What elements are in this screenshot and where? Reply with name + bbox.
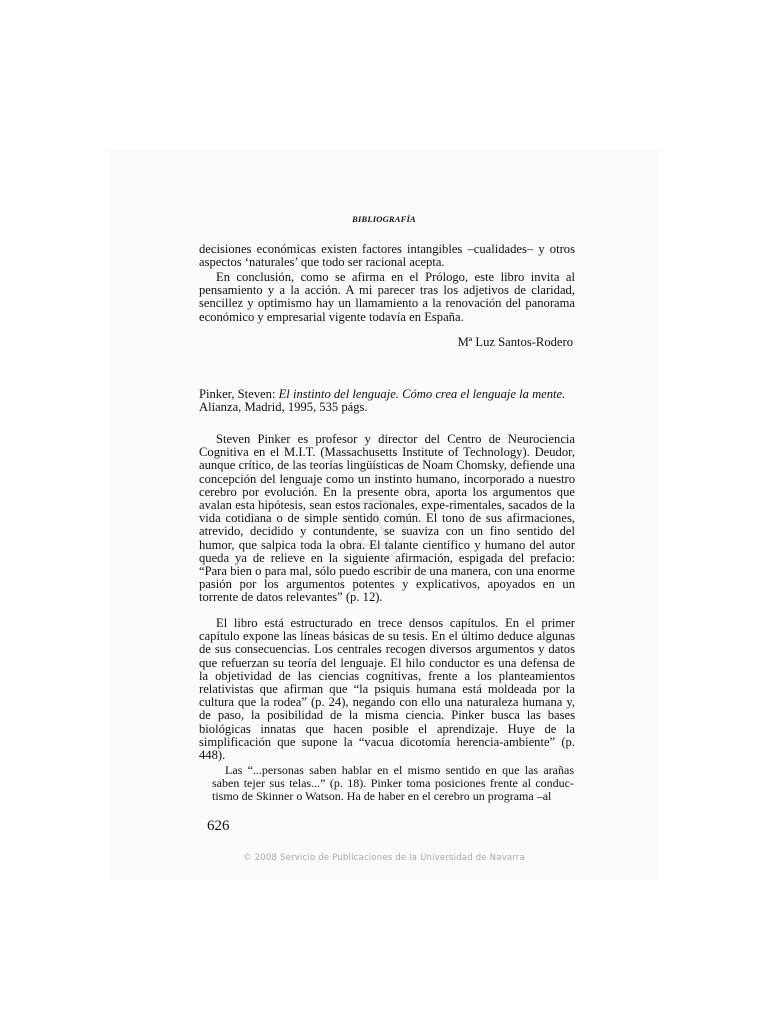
review-paragraph-1-text: Steven Pinker es profesor y director del Centro de Neurociencia Cognitiva en el M.I.T. (Massachusetts Institute of Technology). Deudor, aunque crítico, de las teorías lingüísticas de Noam Chomsky, defiende una concepción del lenguaje como un instinto humano, incorporado a nuestro cerebro por evolución. En la presente obra, aporta los argumentos que avalan esta hipótesis, sean estos racionales, expe-rimentales, sacados de la vida cotidiana o de simple sentido común. El tono de sus afirmaciones, atrevido, decidido y contundente, se suaviza con un fino sentido del humor, que salpica toda la obra. El talante científico y humano del autor queda ya de relieve en la siguiente afirmación, espigada del prefacio: “Para bien o para mal, sólo puedo escribir de una manera, con una enorme pasión por los argumentos potentes y explicativos, apoyados en un torrente de datos relevantes” (p. 12).: [199, 432, 575, 605]
review-paragraph-2-text: El libro está estructurado en trece densos capítulos. En el primer capítulo expone las líneas básicas de su tesis. En el último deduce algunas de sus consecuencias. Los centrales recogen diversos argumentos y datos que refuerzan su teoría del lenguaje. El hilo conductor es una defensa de la objetividad de las ciencias cognitivas, frente a los planteamientos relativistas que afirman que “la psiquis humana está moldeada por la cultura que la rodea” (p. 24), negando con ello una naturaleza humana y, de paso, la posibilidad de la misma ciencia. Pinker busca las bases biológicas innatas que hacen posible el aprendizaje. Huye de la simplificación que supone la “vacua dicotomía herencia-ambiente” (p. 448).: [199, 616, 575, 763]
university-seal-watermark-icon: [330, 495, 420, 565]
conclusion-paragraph-text: En conclusión, como se afirma en el Prólogo, este libro invita al pensamiento y a la acción. A mi parecer tras los adjetivos de claridad, sencillez y optimismo hay un llamamiento a la renovación del panorama económico y empresarial vigente todavía en España.: [199, 270, 575, 324]
review-paragraph-3-text: Las “...personas saben hablar en el mismo sentido en que las arañas saben tejer sus telas...” (p. 18). Pinker toma posiciones frente al conduc-tismo de Skinner o Watson. Ha de haber en el cerebro un programa –al: [212, 763, 574, 804]
review-paragraph-3: [212, 764, 574, 804]
page-number: 626: [207, 818, 230, 834]
book-citation: [199, 388, 579, 414]
continued-paragraph-text: decisiones económicas existen factores intangibles –cualidades– y otros aspectos ‘naturales’ que todo ser racional acepta.: [199, 242, 575, 270]
citation-author: Pinker, Steven:: [199, 387, 279, 401]
review-paragraph-2: [199, 617, 575, 762]
citation-title: El instinto del lenguaje. Cómo crea el lenguaje la mente.: [278, 387, 566, 401]
continued-paragraph: [199, 243, 575, 269]
copyright-footer: © 2008 Servicio de Publicaciones de la Universidad de Navarra: [243, 853, 525, 863]
conclusion-paragraph: [199, 271, 575, 324]
reviewer-signature: Mª Luz Santos-Rodero: [457, 335, 573, 349]
running-head: BIBLIOGRAFÍA: [352, 214, 416, 224]
citation-publisher: Alianza, Madrid, 1995, 535 págs.: [199, 400, 368, 415]
